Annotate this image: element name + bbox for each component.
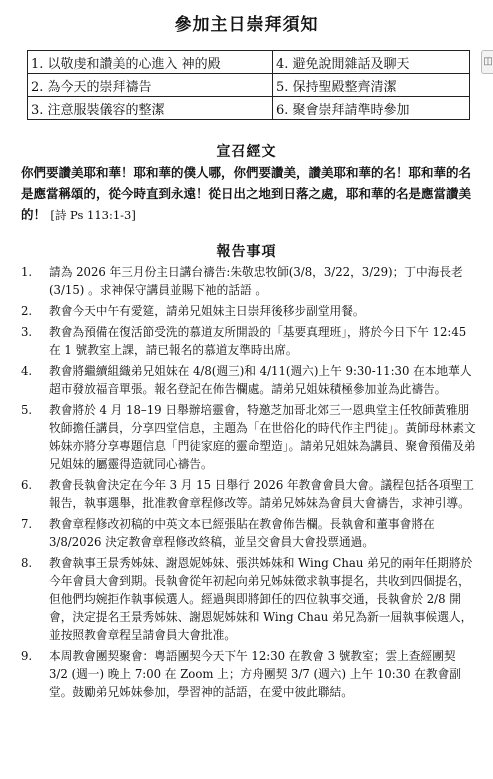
notice-row	[28, 51, 470, 74]
notice-item-1: 1. 以敬虔和讚美的心進入 神的殿	[28, 51, 273, 74]
list-item	[21, 362, 476, 398]
call-to-worship-heading: 宣召經文	[216, 144, 277, 160]
scripture-text: 你們要讚美耶和華！耶和華的僕人哪，你們要讚美，讚美耶和華的名！耶和華的名是應當稱頌的，從今時直到永遠！從日出之地到日落之處，耶和華的名是應當讚美的！	[21, 165, 472, 222]
item-number: 8.	[21, 556, 33, 570]
notice-row	[28, 74, 470, 97]
page-title: 參加主日崇拜須知	[174, 15, 319, 35]
scripture-reference: [詩 Ps 113:1-3]	[50, 208, 136, 222]
list-item	[21, 647, 476, 701]
notice-item-6: 6. 聚會崇拜請準時參加	[273, 97, 470, 120]
item-text: 教會將繼續組織弟兄姐妹在 4/8(週三)和 4/11(週六)上午 9:30-11:30 在本地華人超市發放福音單張。報名登記在佈告欄處。請弟兄姐妹積極參加並為此禱告。	[49, 364, 472, 396]
item-text: 教會今天中午有愛筵，請弟兄姐妹主日崇拜後移步副堂用餐。	[49, 304, 365, 318]
list-item	[21, 554, 476, 644]
item-text: 本周教會團契聚會：粵語團契今天下午 12:30 在教會 3 號教室；雲上查經團契 3/2 (週一) 晚上 7:00 在 Zoom 上；方舟團契 3/7 (週六) 上午 10:30 在教會副堂。鼓勵弟兄姊妹參加，學習神的話語，在愛中彼此聯結。	[49, 649, 461, 699]
notice-item-2: 2. 為今天的崇拜禱告	[28, 74, 273, 97]
item-text: 教會章程修改初稿的中英文本已經張貼在教會佈告欄。長執會和董事會將在 3/8/2026 決定教會章程修改終稿，並呈交會員大會投票通過。	[49, 517, 435, 549]
item-text: 請為 2026 年三月份主日講台禱告:朱敬忠牧師(3/8，3/22，3/29)；丁中海長老 (3/15) 。求神保守講員並賜下祂的話語 。	[49, 265, 463, 297]
item-number: 3.	[21, 325, 33, 339]
item-number: 4.	[21, 364, 33, 378]
file-icon[interactable]: ◫	[481, 50, 493, 74]
announcement-list	[21, 263, 476, 704]
item-number: 7.	[21, 517, 33, 531]
list-item	[21, 263, 476, 299]
list-item	[21, 476, 476, 512]
item-number: 2.	[21, 304, 33, 318]
worship-notice-table	[27, 50, 470, 120]
list-item	[21, 302, 476, 320]
item-text: 教會將於 4 月 18–19 日舉辦培靈會，特邀芝加哥北郊三一恩典堂主任牧師黃雅朋牧師擔任講員，分享四堂信息，主題為「在世俗化的時代作主門徒」。黃師母林素文姊妹亦將分享專題信息「門徒家庭的靈命塑造」。請弟兄姐妹為講員、聚會預備及弟兄姐妹的屬靈得造就同心禱告。	[49, 403, 476, 471]
item-text: 教會長執會決定在今年 3 月 15 日舉行 2026 年教會會員大會。議程包括各項聖工報告，執事選舉，批准教會章程修改等。請弟兄姊妹為會員大會禱告，求神引導。	[49, 478, 474, 510]
announcements-heading: 報告事項	[216, 244, 277, 260]
notice-row	[28, 97, 470, 120]
list-item	[21, 323, 476, 359]
list-item	[21, 401, 476, 473]
list-item	[21, 515, 476, 551]
notice-item-4: 4. 避免說閒雜話及聊天	[273, 51, 470, 74]
notice-item-3: 3. 注意服裝儀容的整潔	[28, 97, 273, 120]
item-text: 教會為預備在復活節受洗的慕道友所開設的「基要真理班」，將於今日下午 12:45 在 1 號教室上課，請已報名的慕道友準時出席。	[49, 325, 467, 357]
item-number: 1.	[21, 265, 33, 279]
item-number: 9.	[21, 649, 33, 663]
call-to-worship-text	[21, 162, 476, 226]
item-text: 教會執事王景秀姊妹、謝恩妮姊妹、張洪姊妹和 Wing Chau 弟兄的兩年任期將於今年會員大會到期。長執會從年初起向弟兄姊妹徵求執事提名，共收到四個提名，但他們均婉拒作執事候選人。經過與即將卸任的四位執事交通，長執會於 2/8 開會，決定提名王景秀姊妹、謝恩妮姊妹和 Wing Chau 弟兄為新一屆執事候選人，並按照教會章程呈請會員大會批准。	[49, 556, 473, 642]
item-number: 6.	[21, 478, 33, 492]
notice-item-5: 5. 保持聖殿整齊清潔	[273, 74, 470, 97]
item-number: 5.	[21, 403, 33, 417]
